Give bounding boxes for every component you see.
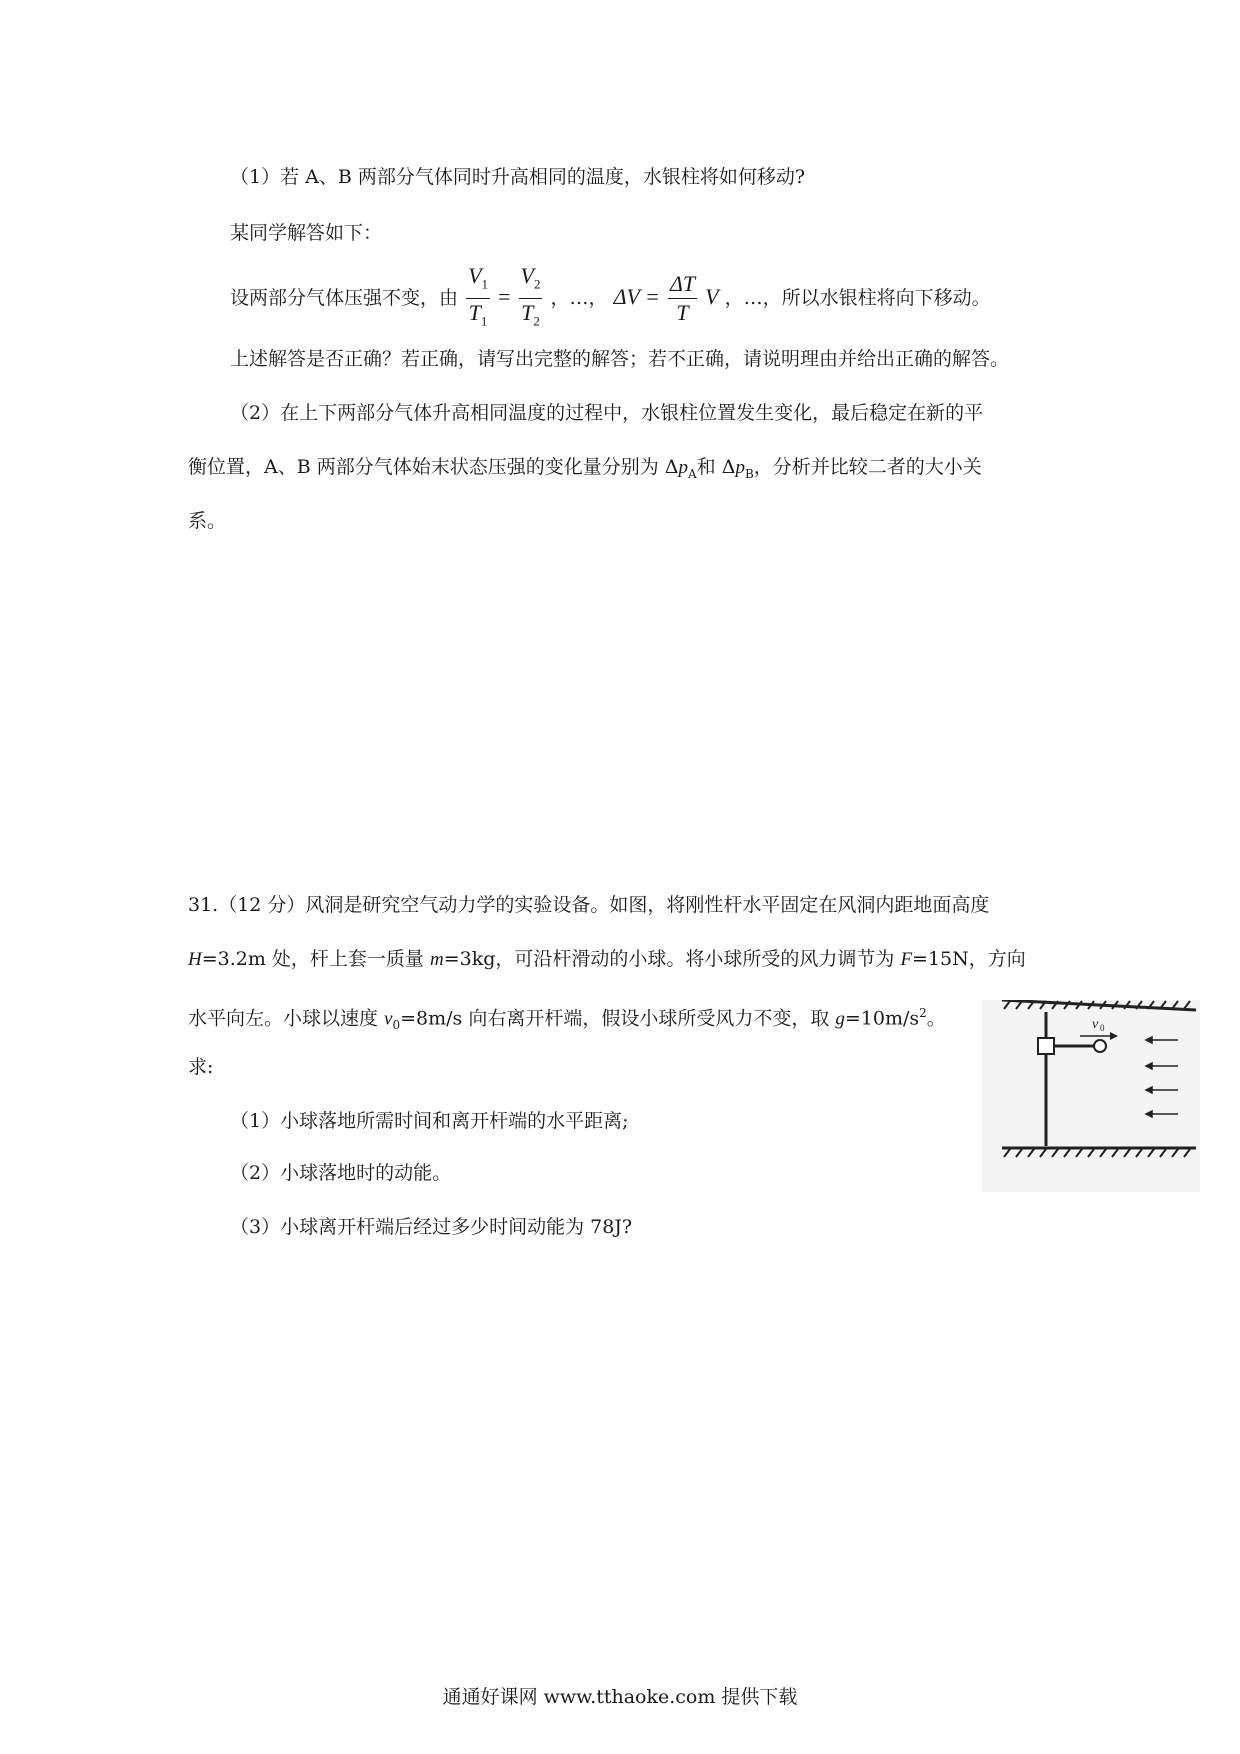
q31-line2: H=3.2m 处，杆上套一质量 m=3kg，可沿杆滑动的小球。将小球所受的风力调节为 F=15N，方向 <box>188 948 1026 970</box>
q31-ask: 求: <box>188 1056 214 1078</box>
clamp <box>1038 1038 1054 1054</box>
diagram-background <box>982 1000 1200 1192</box>
solution-prefix: 设两部分气体压强不变，由 <box>230 286 459 309</box>
solution-suffix: ，…，所以水银柱将向下移动。 <box>724 286 991 309</box>
velocity-label: v <box>1092 1017 1099 1032</box>
fraction-v2-t2: $\frac{V_2}{T_2}$ <box>520 263 541 329</box>
q30-part2-line1: （2）在上下两部分气体升高相同温度的过程中，水银柱位置发生变化，最后稳定在新的平 <box>230 402 984 424</box>
q30-part2-line2: 衡位置，A、B 两部分气体始末状态压强的变化量分别为 $\Delta p_A$和 $\Delta p_B$，分析并比较二者的大小关 <box>188 456 982 481</box>
delta-v: ΔV = <box>613 283 660 309</box>
q30-part1-question: （1）若 A、B 两部分气体同时升高相同的温度，水银柱将如何移动? <box>230 166 806 188</box>
footer-credit: 通通好课网 www.tthaoke.com 提供下载 <box>442 1686 798 1708</box>
q30-solution-line <box>230 262 991 329</box>
q31-sub1: （1）小球落地所需时间和离开杆端的水平距离; <box>230 1110 629 1132</box>
q31-line1: 31.（12 分）风洞是研究空气动力学的实验设备。如图，将刚性杆水平固定在风洞内距地面高度 <box>188 894 990 916</box>
q30-student-intro: 某同学解答如下： <box>230 222 383 244</box>
q30-part2-line3: 系。 <box>188 510 227 532</box>
q31-line3: 水平向左。小球以速度 $v_0=8m/s$ 向右离开杆端，假设小球所受风力不变，取 $g=10m/s^2$。 <box>188 1006 946 1033</box>
ball <box>1094 1040 1106 1052</box>
velocity-label-sub: 0 <box>1100 1023 1105 1033</box>
fraction-dt-t: $\frac{\Delta T}{T}$ <box>669 271 696 326</box>
v-symbol: V <box>705 283 719 309</box>
q30-judge-question: 上述解答是否正确？若正确，请写出完整的解答；若不正确，请说明理由并给出正确的解答。 <box>230 348 1010 370</box>
ellipsis: ，…， <box>550 286 608 309</box>
equals-sign: = <box>498 283 511 309</box>
fraction-v1-t1: $\frac{V_1}{T_1}$ <box>468 263 489 329</box>
wind-tunnel-diagram <box>982 1000 1200 1192</box>
q31-sub2: （2）小球落地时的动能。 <box>230 1162 452 1184</box>
q31-sub3: （3）小球离开杆端后经过多少时间动能为 78J? <box>230 1216 633 1238</box>
